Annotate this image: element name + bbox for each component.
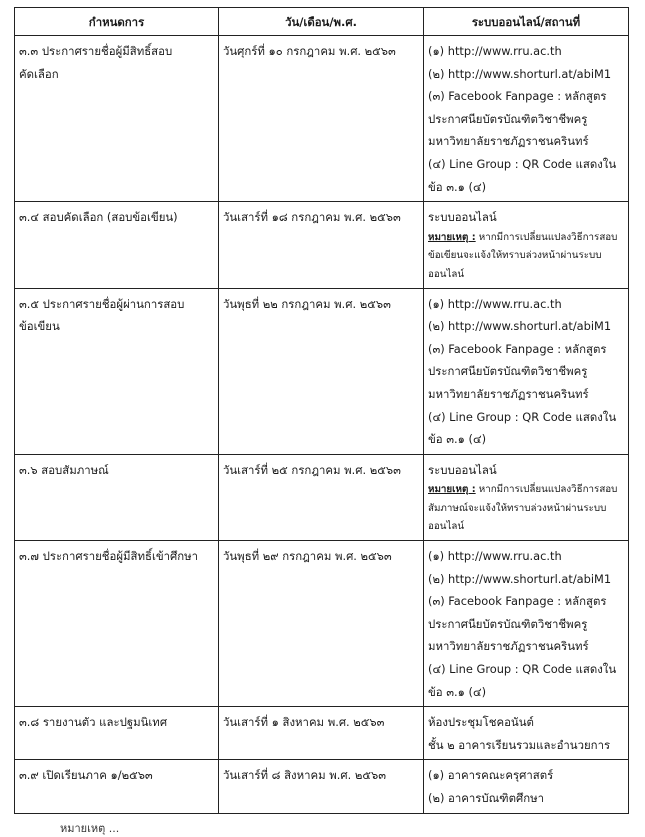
footer-text-fragment: หมายเหตุ ... <box>60 822 120 835</box>
schedule-venue-cell <box>424 288 629 454</box>
header-venue: ระบบออนไลน์/สถานที่ <box>424 8 629 36</box>
venue-line: ข้อ ๓.๑ (๔) <box>428 432 487 447</box>
table-row <box>15 760 629 813</box>
table-row <box>15 202 629 288</box>
header-item: กำหนดการ <box>15 8 219 36</box>
venue-line: ประกาศนียบัตรบัณฑิตวิชาชีพครู <box>428 364 588 379</box>
schedule-venue-cell <box>424 36 629 202</box>
header-date: วัน/เดือน/พ.ศ. <box>219 8 424 36</box>
schedule-item-cell <box>15 288 219 454</box>
note-line <box>428 518 624 537</box>
note-line <box>428 481 624 500</box>
table-row <box>15 454 629 540</box>
schedule-date-text: วันเสาร์ที่ ๘ สิงหาคม พ.ศ. ๒๕๖๓ <box>223 768 386 783</box>
note-line <box>428 247 624 266</box>
note-text: ออนไลน์ <box>428 521 465 533</box>
venue-line: (๒) อาคารบัณฑิตศึกษา <box>428 791 545 805</box>
note-label: หมายเหตุ : <box>428 484 476 496</box>
table-row <box>15 707 629 760</box>
schedule-item-text: ๓.๘ รายงานตัว และปฐมนิเทศ <box>19 715 168 730</box>
schedule-venue-cell <box>424 541 629 707</box>
schedule-venue-cell <box>424 202 629 288</box>
note-label: หมายเหตุ : <box>428 231 476 243</box>
schedule-date-cell <box>219 760 424 813</box>
note-text: หากมีการเปลี่ยนแปลงวิธีการสอบ <box>475 484 618 496</box>
table-row <box>15 288 629 454</box>
table-row <box>15 541 629 707</box>
schedule-date-text: วันเสาร์ที่ ๒๕ กรกฎาคม พ.ศ. ๒๕๖๓ <box>223 462 401 477</box>
schedule-date-cell <box>219 541 424 707</box>
note-text: สัมภาษณ์จะแจ้งให้ทราบล่วงหน้าผ่านระบบ <box>428 502 607 514</box>
schedule-item-text: ข้อเขียน <box>19 319 60 334</box>
schedule-item-cell <box>15 541 219 707</box>
schedule-item-text: คัดเลือก <box>19 66 59 81</box>
venue-line: (๑) http://www.rru.ac.th <box>428 296 562 311</box>
schedule-item-text: ๓.๕ ประกาศรายชื่อผู้ผ่านการสอบ <box>19 296 185 311</box>
schedule-date-cell <box>219 36 424 202</box>
schedule-item-cell <box>15 707 219 760</box>
venue-line: (๒) http://www.shorturl.at/abiM1 <box>428 571 612 586</box>
schedule-date-text: วันพุธที่ ๒๒ กรกฎาคม พ.ศ. ๒๕๖๓ <box>223 296 391 311</box>
schedule-item-text: ๓.๓ ประกาศรายชื่อผู้มีสิทธิ์สอบ <box>19 44 173 58</box>
schedule-date-cell <box>219 454 424 540</box>
schedule-item-text: ๓.๖ สอบสัมภาษณ์ <box>19 462 109 477</box>
note-text: ออนไลน์ <box>428 268 465 280</box>
venue-line: ประกาศนียบัตรบัณฑิตวิชาชีพครู <box>428 111 588 126</box>
venue-line: (๑) http://www.rru.ac.th <box>428 549 562 564</box>
venue-line: (๔) Line Group : QR Code แสดงใน <box>428 409 617 424</box>
venue-line: (๓) Facebook Fanpage : หลักสูตร <box>428 594 607 609</box>
schedule-date-text: วันเสาร์ที่ ๑ สิงหาคม พ.ศ. ๒๕๖๓ <box>223 715 385 730</box>
schedule-date-text: วันเสาร์ที่ ๑๘ กรกฎาคม พ.ศ. ๒๕๖๓ <box>223 210 401 225</box>
schedule-date-text: วันศุกร์ที่ ๑๐ กรกฎาคม พ.ศ. ๒๕๖๓ <box>223 44 396 58</box>
schedule-item-text: ๓.๔ สอบคัดเลือก (สอบข้อเขียน) <box>19 210 178 225</box>
venue-line: มหาวิทยาลัยราชภัฏราชนครินทร์ <box>428 639 589 654</box>
schedule-date-cell <box>219 288 424 454</box>
venue-line: มหาวิทยาลัยราชภัฏราชนครินทร์ <box>428 134 589 149</box>
venue-line: ประกาศนียบัตรบัณฑิตวิชาชีพครู <box>428 616 588 631</box>
venue-line: ชั้น ๒ อาคารเรียนรวมและอำนวยการ <box>428 737 611 752</box>
venue-line: (๓) Facebook Fanpage : หลักสูตร <box>428 341 607 356</box>
table-row <box>15 36 629 202</box>
schedule-item-cell <box>15 760 219 813</box>
schedule-venue-cell <box>424 454 629 540</box>
venue-line: ข้อ ๓.๑ (๔) <box>428 179 487 194</box>
venue-line: ข้อ ๓.๑ (๔) <box>428 684 487 699</box>
schedule-item-cell <box>15 36 219 202</box>
note-block <box>428 481 624 537</box>
note-text: ข้อเขียนจะแจ้งให้ทราบล่วงหน้าผ่านระบบ <box>428 250 602 262</box>
venue-line: ห้องประชุมโชคอนันต์ <box>428 715 534 730</box>
schedule-venue-cell <box>424 760 629 813</box>
venue-line: ระบบออนไลน์ <box>428 462 497 477</box>
venue-line: มหาวิทยาลัยราชภัฏราชนครินทร์ <box>428 386 589 401</box>
schedule-date-cell <box>219 707 424 760</box>
note-text: หากมีการเปลี่ยนแปลงวิธีการสอบ <box>475 231 618 243</box>
venue-line: (๔) Line Group : QR Code แสดงใน <box>428 662 617 677</box>
venue-line: (๑) อาคารคณะครุศาสตร์ <box>428 768 554 783</box>
schedule-item-text: ๓.๗ ประกาศรายชื่อผู้มีสิทธิ์เข้าศึกษา <box>19 549 199 564</box>
schedule-venue-cell <box>424 707 629 760</box>
venue-line: ระบบออนไลน์ <box>428 210 497 225</box>
schedule-table <box>14 7 629 814</box>
schedule-item-cell <box>15 454 219 540</box>
venue-line: (๑) http://www.rru.ac.th <box>428 44 562 58</box>
table-header-row <box>15 8 629 36</box>
schedule-item-text: ๓.๙ เปิดเรียนภาค ๑/๒๕๖๓ <box>19 768 153 783</box>
venue-line: (๒) http://www.shorturl.at/abiM1 <box>428 319 612 334</box>
schedule-date-cell <box>219 202 424 288</box>
venue-line: (๔) Line Group : QR Code แสดงใน <box>428 156 617 171</box>
note-line <box>428 266 624 285</box>
venue-line: (๓) Facebook Fanpage : หลักสูตร <box>428 89 607 104</box>
schedule-item-cell <box>15 202 219 288</box>
venue-line: (๒) http://www.shorturl.at/abiM1 <box>428 66 612 81</box>
schedule-date-text: วันพุธที่ ๒๙ กรกฎาคม พ.ศ. ๒๕๖๓ <box>223 549 392 564</box>
note-line <box>428 229 624 248</box>
note-block <box>428 229 624 285</box>
note-line <box>428 500 624 519</box>
